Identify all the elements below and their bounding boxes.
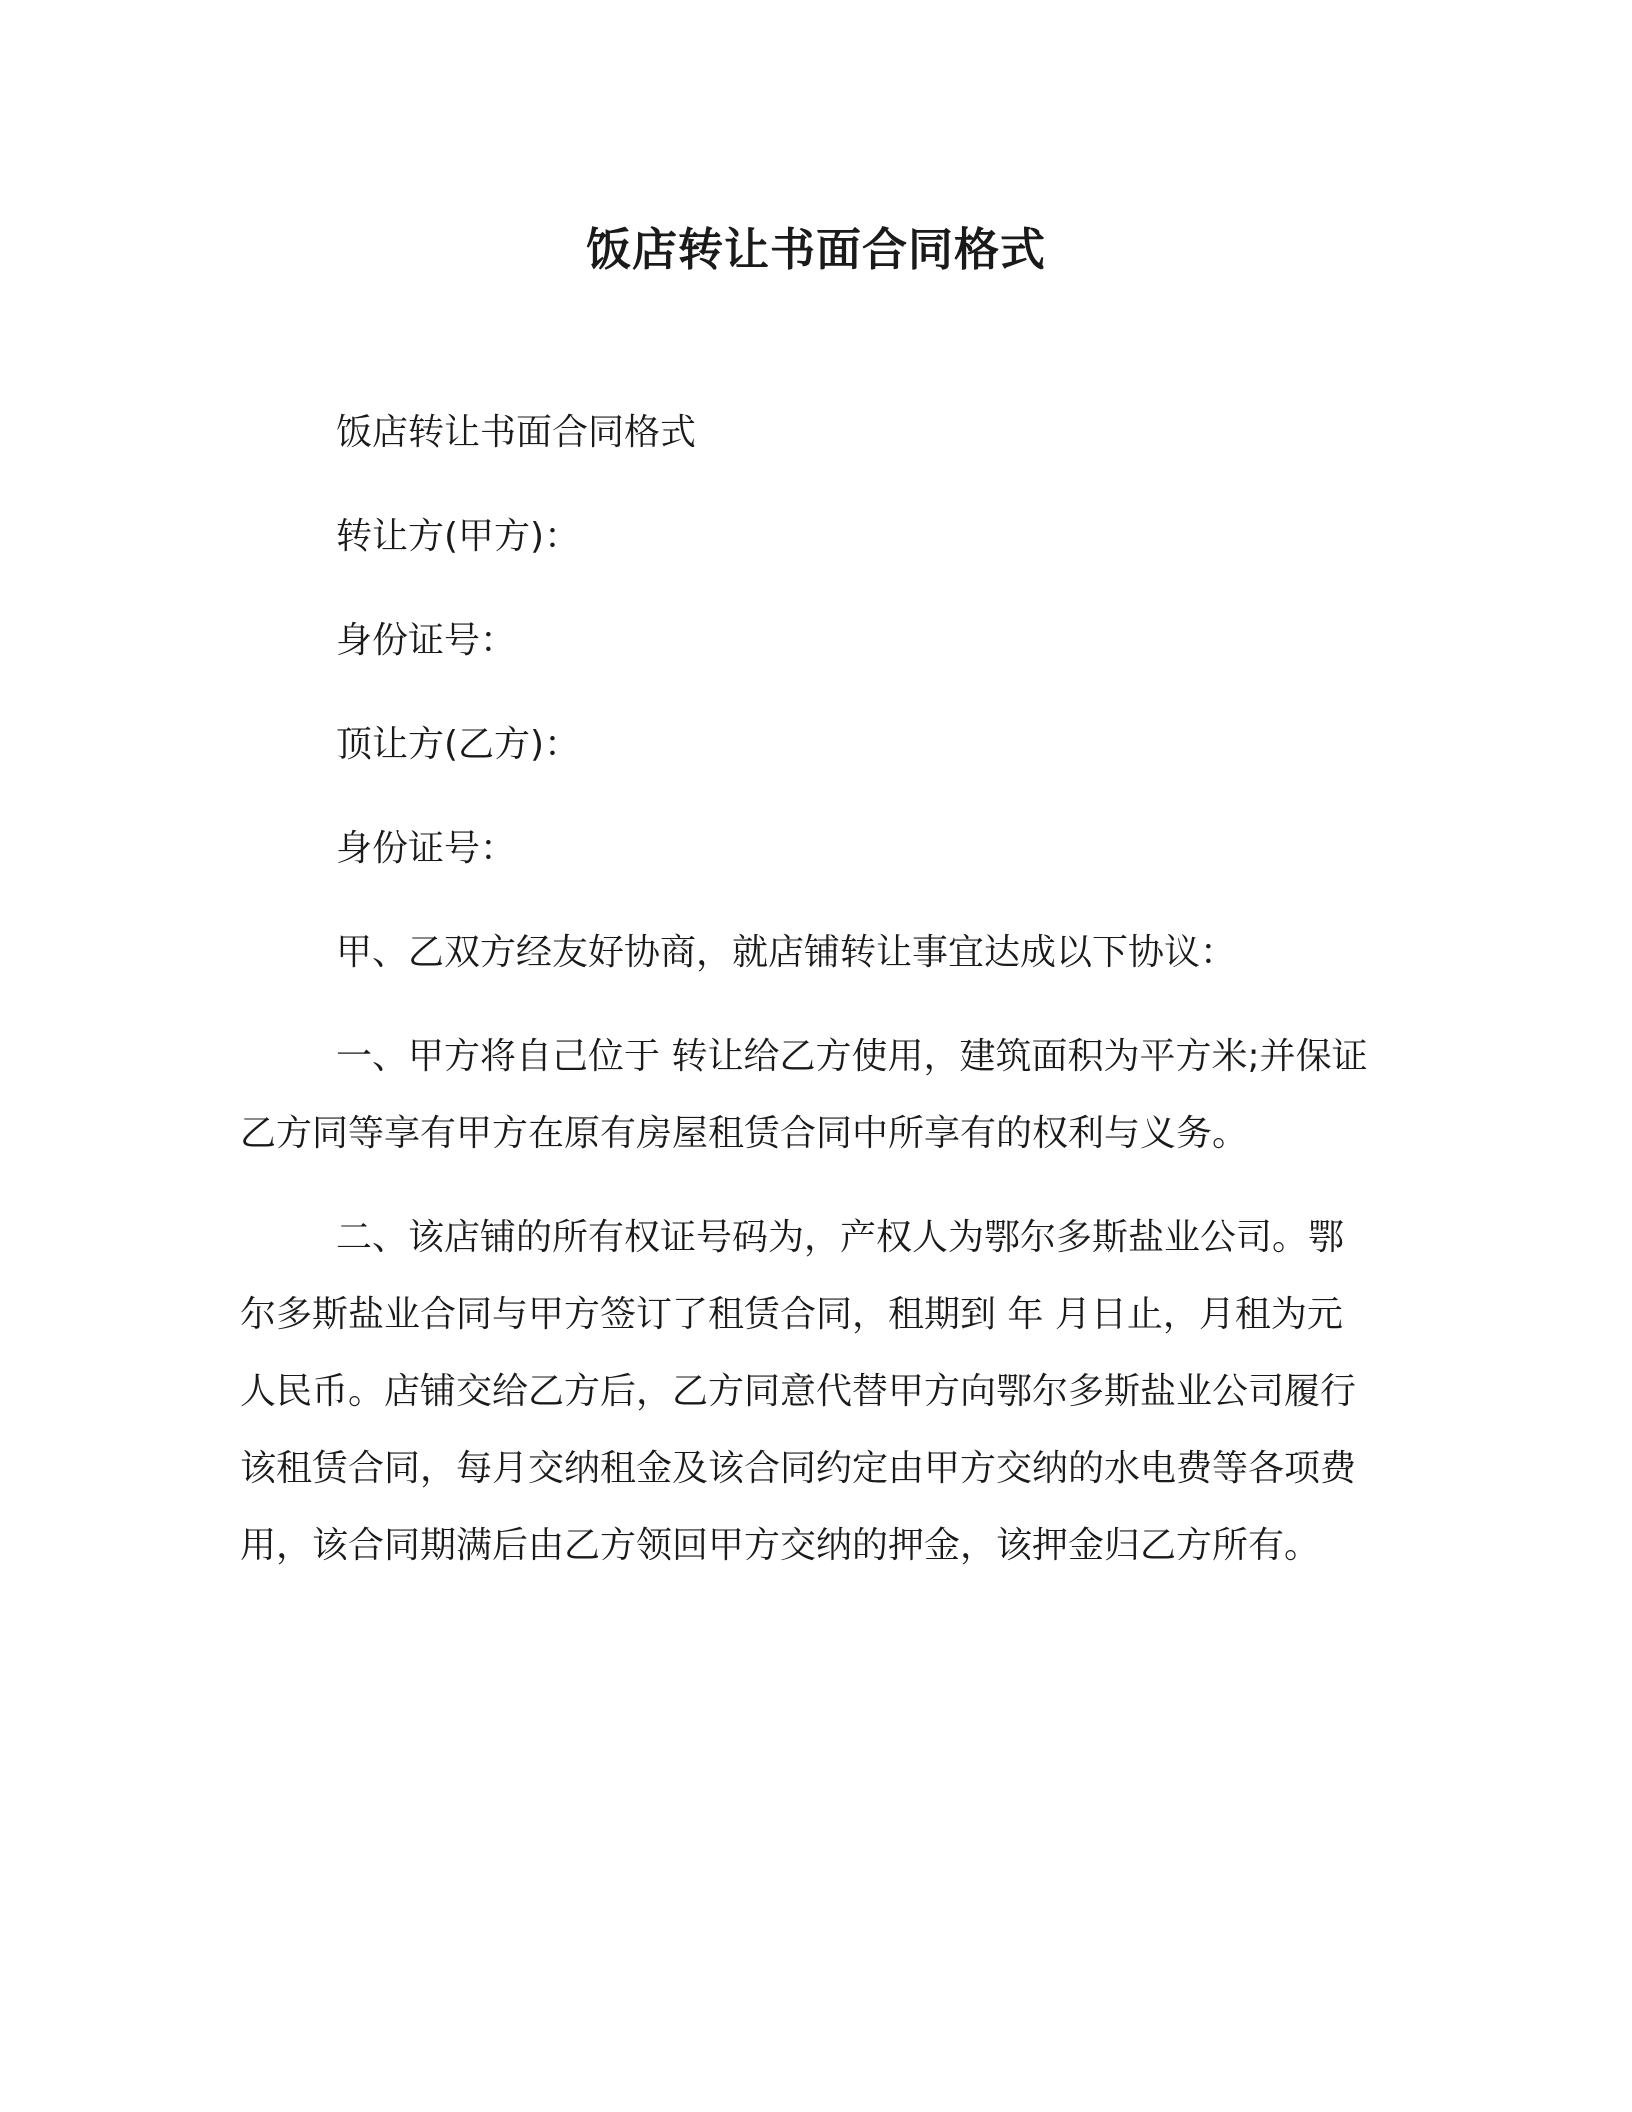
paragraph-transferor: 转让方(甲方)： (336, 516, 581, 557)
document-title: 饭店转让书面合同格式 (585, 223, 1046, 276)
document-body (240, 394, 1376, 1584)
paragraph-transferee: 顶让方(乙方)： (336, 724, 581, 765)
paragraph-transferee-id: 身份证号： (336, 828, 517, 869)
paragraph-transferor-id: 身份证号： (336, 620, 517, 661)
paragraph-clause-1: 一、甲方将自己位于 转让给乙方使用，建筑面积为平方米;并保证乙方同等享有甲方在原有房屋租赁合同中所享有的权利与义务。 (240, 1036, 1368, 1154)
paragraph-subtitle: 饭店转让书面合同格式 (336, 412, 697, 453)
paragraph-clause-2: 二、该店铺的所有权证号码为，产权人为鄂尔多斯盐业公司。鄂尔多斯盐业合同与甲方签订了租赁合同，租期到 年 月日止，月租为元人民币。店铺交给乙方后，乙方同意代替甲方向鄂尔多斯盐业公司履行该租赁合同，每月交纳租金及该合同约定由甲方交纳的水电费等各项费用，该合同期满后由乙方领回甲方交纳的押金，该押金归乙方所有。 (240, 1217, 1357, 1566)
paragraph-agreement-intro: 甲、乙双方经友好协商，就店铺转让事宜达成以下协议： (336, 932, 1237, 973)
